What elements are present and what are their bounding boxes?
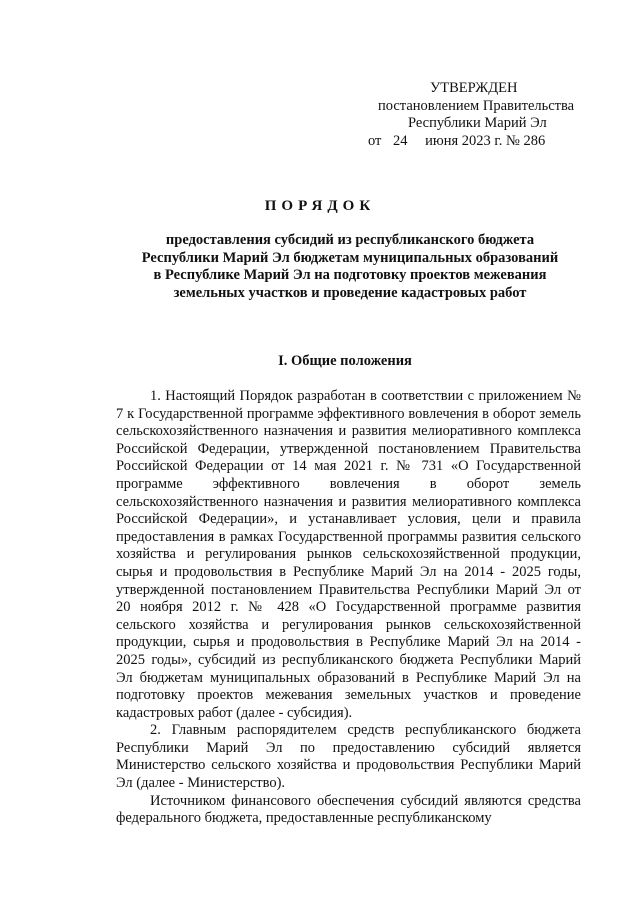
- section-title: I. Общие положения: [278, 353, 412, 369]
- document-title: ПОРЯДОК: [264, 198, 376, 214]
- document-subtitle: [120, 232, 580, 302]
- subtitle-line: в Республике Марий Эл на подготовку проектов межевания: [153, 267, 547, 283]
- paragraph: Источником финансового обеспечения субсидий являются средства федерального бюджета, предоставленные республиканскому: [116, 792, 581, 827]
- approval-date-line: [368, 133, 608, 151]
- approval-date-prefix: от: [368, 132, 382, 149]
- approval-block: [368, 80, 608, 150]
- paragraph: 1. Настоящий Порядок разработан в соответствии с приложением № 7 к Государственной программе эффективного вовлечения в оборот земель сельскохозяйственного назначения и развития мелиоративного комплекса Российской Федерации, утвержденной постановлением Правительства Российской Федерации от 14 мая 2021 г. № 731 «О Государственной программе эффективного вовлечения в оборот земель сельскохозяйственного назначения и развития мелиоративного комплекса Российской Федерации», и устанавливает условия, цели и правила предоставления в рамках Государственной программы развития сельского хозяйства и регулирования рынков сельскохозяйственной продукции, сырья и продовольствия в Республике Марий Эл на 2014 - 2025 годы, утвержденной постановлением Правительства Республики Марий Эл от 20 ноября 2012 г. № 428 «О Государственной программе развития сельского хозяйства и регулирования рынков сельскохозяйственной продукции, сырья и продовольствия в Республике Марий Эл на 2014 - 2025 годы», субсидий из республиканского бюджета Республики Марий Эл бюджетам муниципальных образований в Республике Марий Эл на подготовку проектов межевания земельных участков и проведение кадастровых работ (далее - субсидия).: [116, 388, 581, 721]
- subtitle-line: предоставления субсидий из республиканского бюджета: [165, 232, 535, 248]
- approval-date-day: 24: [393, 132, 408, 149]
- paragraph: 2. Главным распорядителем средств республиканского бюджета Республики Марий Эл по предоставлению субсидий является Министерство сельского хозяйства и продовольствия Республики Марий Эл (далее - Министерство).: [116, 722, 581, 792]
- approval-heading: УТВЕРЖДЕН: [430, 80, 518, 96]
- document-body: [116, 388, 581, 828]
- subtitle-line: Республики Марий Эл бюджетам муниципальных образований: [141, 249, 559, 266]
- subtitle-line: земельных участков и проведение кадастровых работ: [173, 284, 527, 301]
- approval-republic-line: Республики Марий Эл: [408, 115, 547, 131]
- approval-decree-line: постановлением Правительства: [378, 97, 575, 114]
- approval-date-rest: июня 2023 г. № 286: [425, 132, 546, 149]
